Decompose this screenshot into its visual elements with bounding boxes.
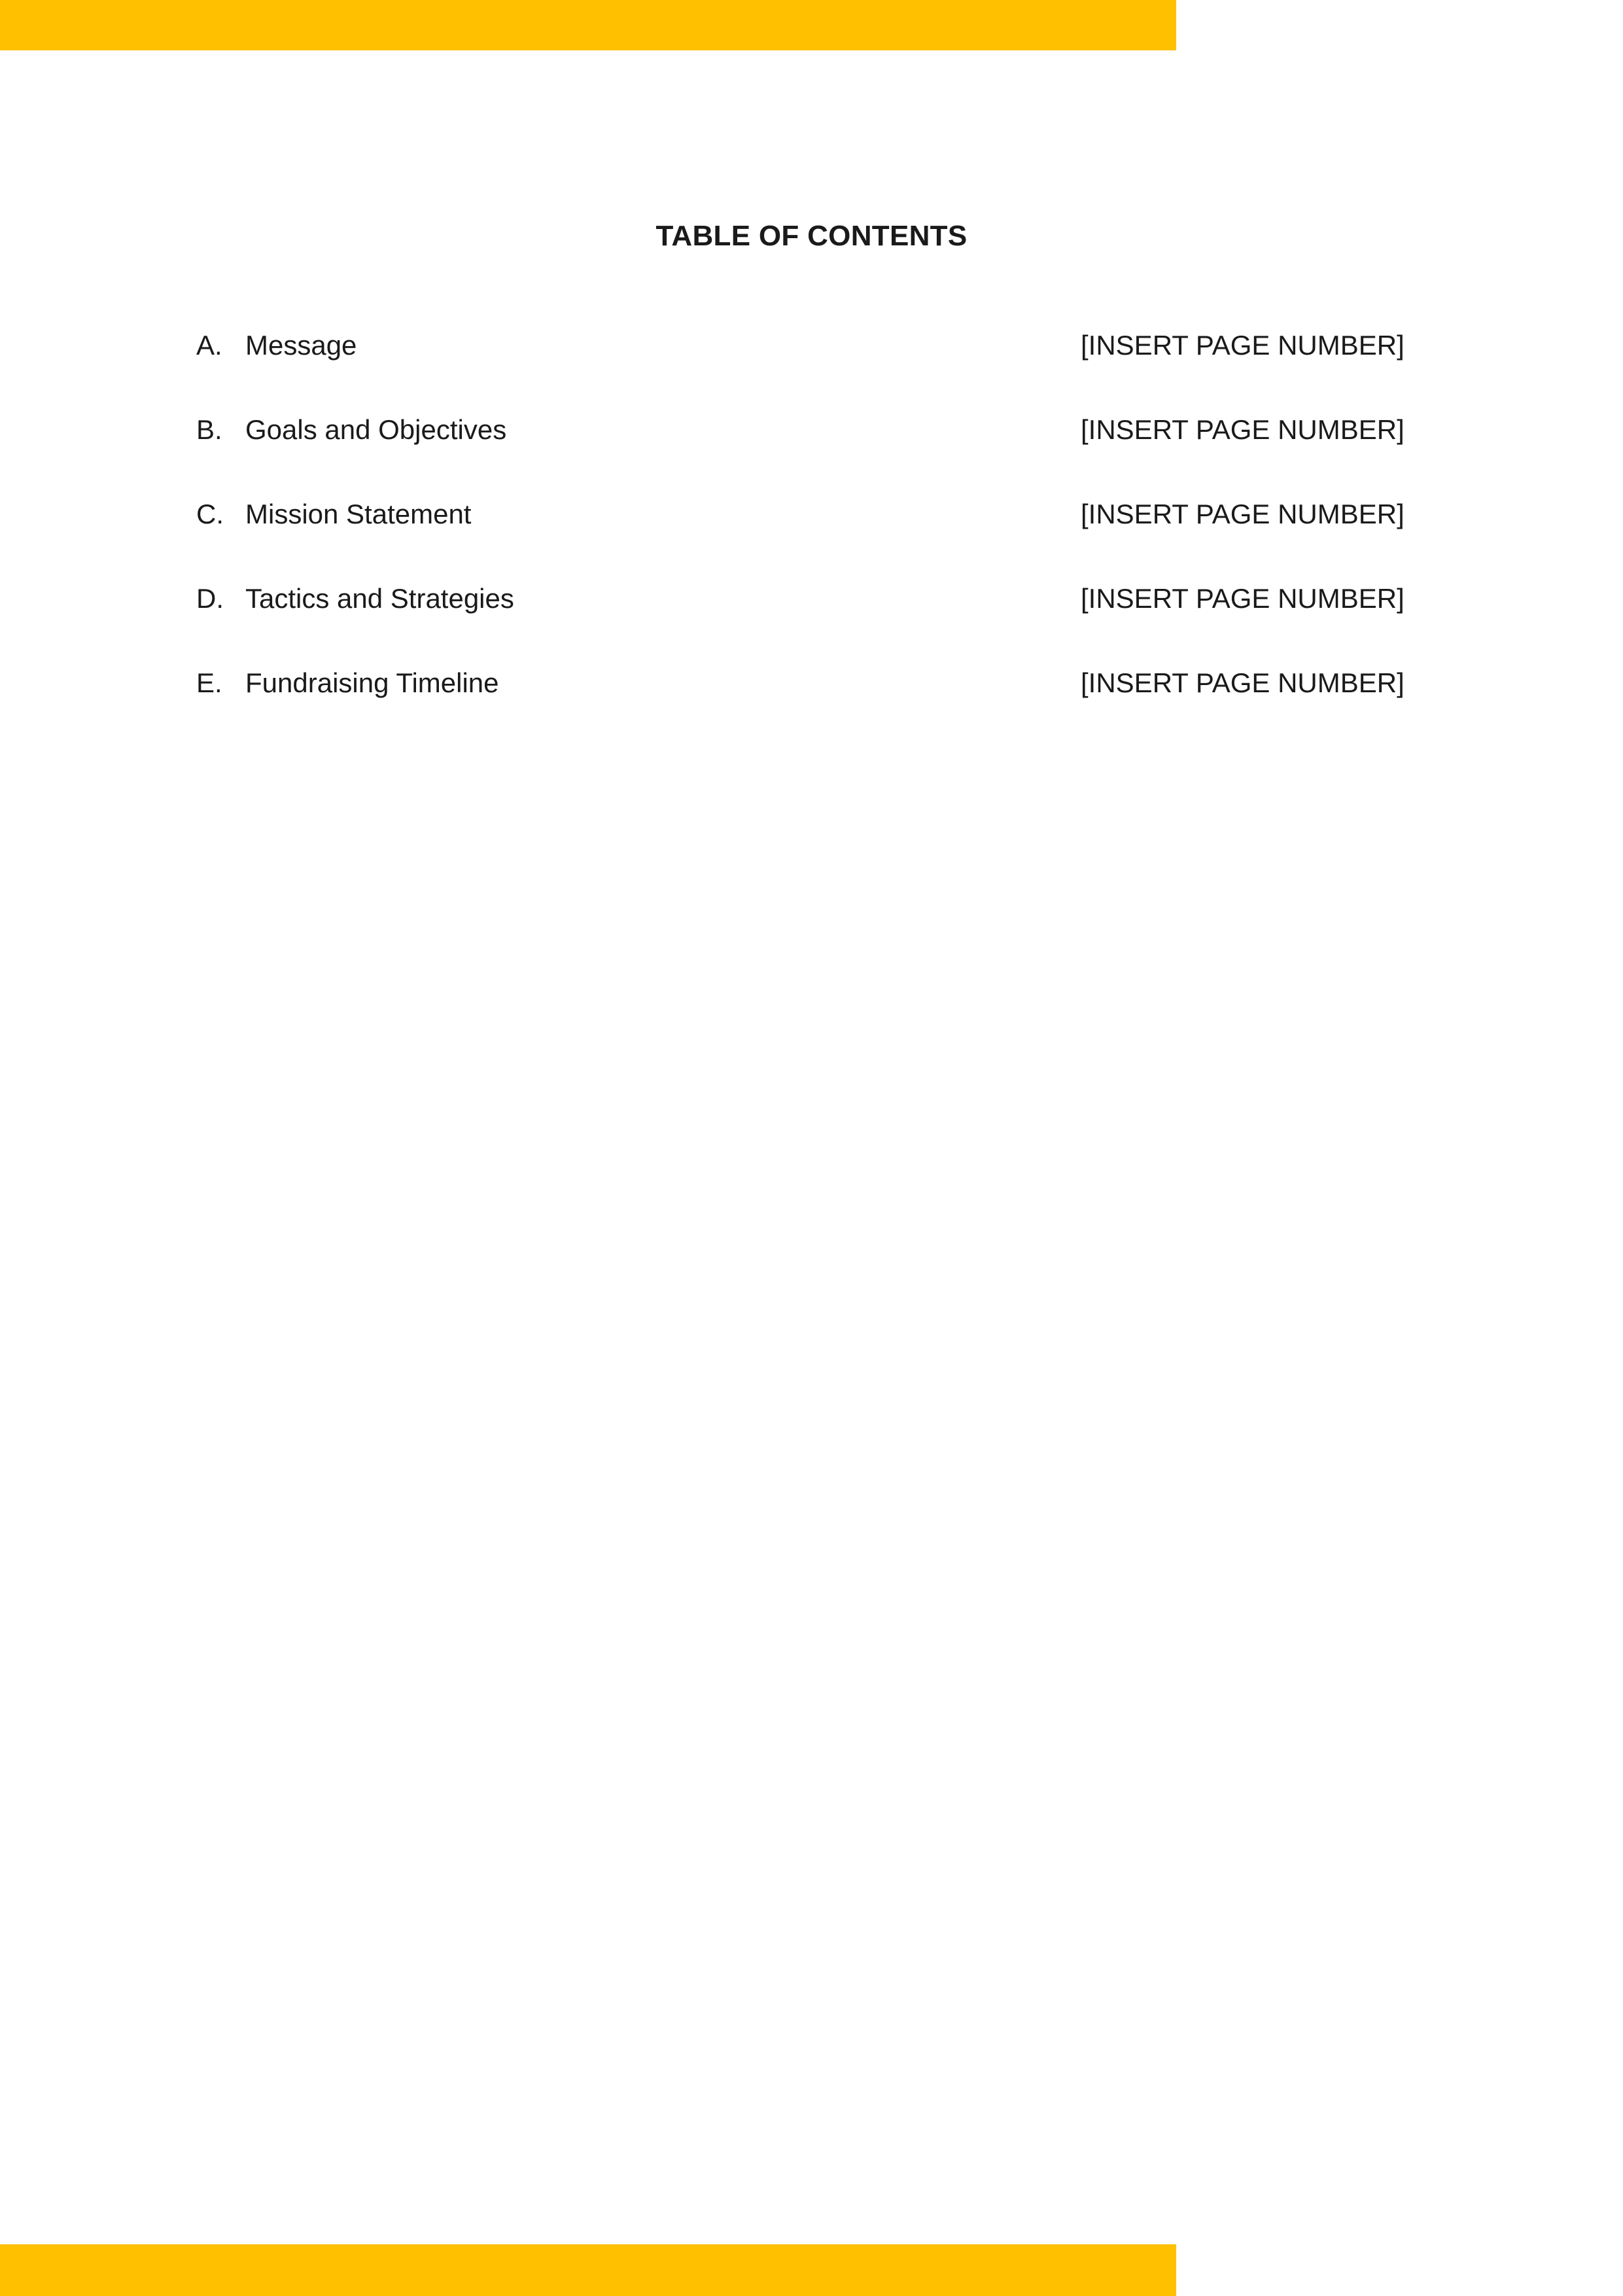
toc-entry-page-number: [INSERT PAGE NUMBER] xyxy=(1081,499,1405,529)
toc-entry-message[interactable] xyxy=(196,324,1405,408)
toc-entry-label: Message xyxy=(245,330,357,361)
toc-entry-page-number: [INSERT PAGE NUMBER] xyxy=(1081,667,1405,698)
toc-entry-mission-statement[interactable] xyxy=(196,493,1405,577)
toc-entry-letter: A. xyxy=(196,330,222,361)
toc-entry-label: Tactics and Strategies xyxy=(245,583,514,614)
toc-entry-page-number: [INSERT PAGE NUMBER] xyxy=(1081,330,1405,361)
page-title: TABLE OF CONTENTS xyxy=(655,220,968,253)
toc-entry-letter: E. xyxy=(196,667,222,698)
toc-entry-letter: C. xyxy=(196,499,224,529)
toc-entry-label: Fundraising Timeline xyxy=(245,667,499,698)
bottom-accent-band xyxy=(0,2244,1176,2296)
table-of-contents xyxy=(196,324,1405,746)
toc-entry-label: Mission Statement xyxy=(245,499,472,529)
toc-entry-page-number: [INSERT PAGE NUMBER] xyxy=(1081,583,1405,614)
toc-entry-fundraising-timeline[interactable] xyxy=(196,662,1405,746)
toc-entry-label: Goals and Objectives xyxy=(245,414,507,445)
top-accent-band xyxy=(0,0,1176,50)
toc-entry-goals-and-objectives[interactable] xyxy=(196,408,1405,493)
toc-entry-tactics-and-strategies[interactable] xyxy=(196,577,1405,662)
toc-entry-page-number: [INSERT PAGE NUMBER] xyxy=(1081,414,1405,445)
toc-entry-letter: D. xyxy=(196,583,224,614)
toc-entry-letter: B. xyxy=(196,414,222,445)
